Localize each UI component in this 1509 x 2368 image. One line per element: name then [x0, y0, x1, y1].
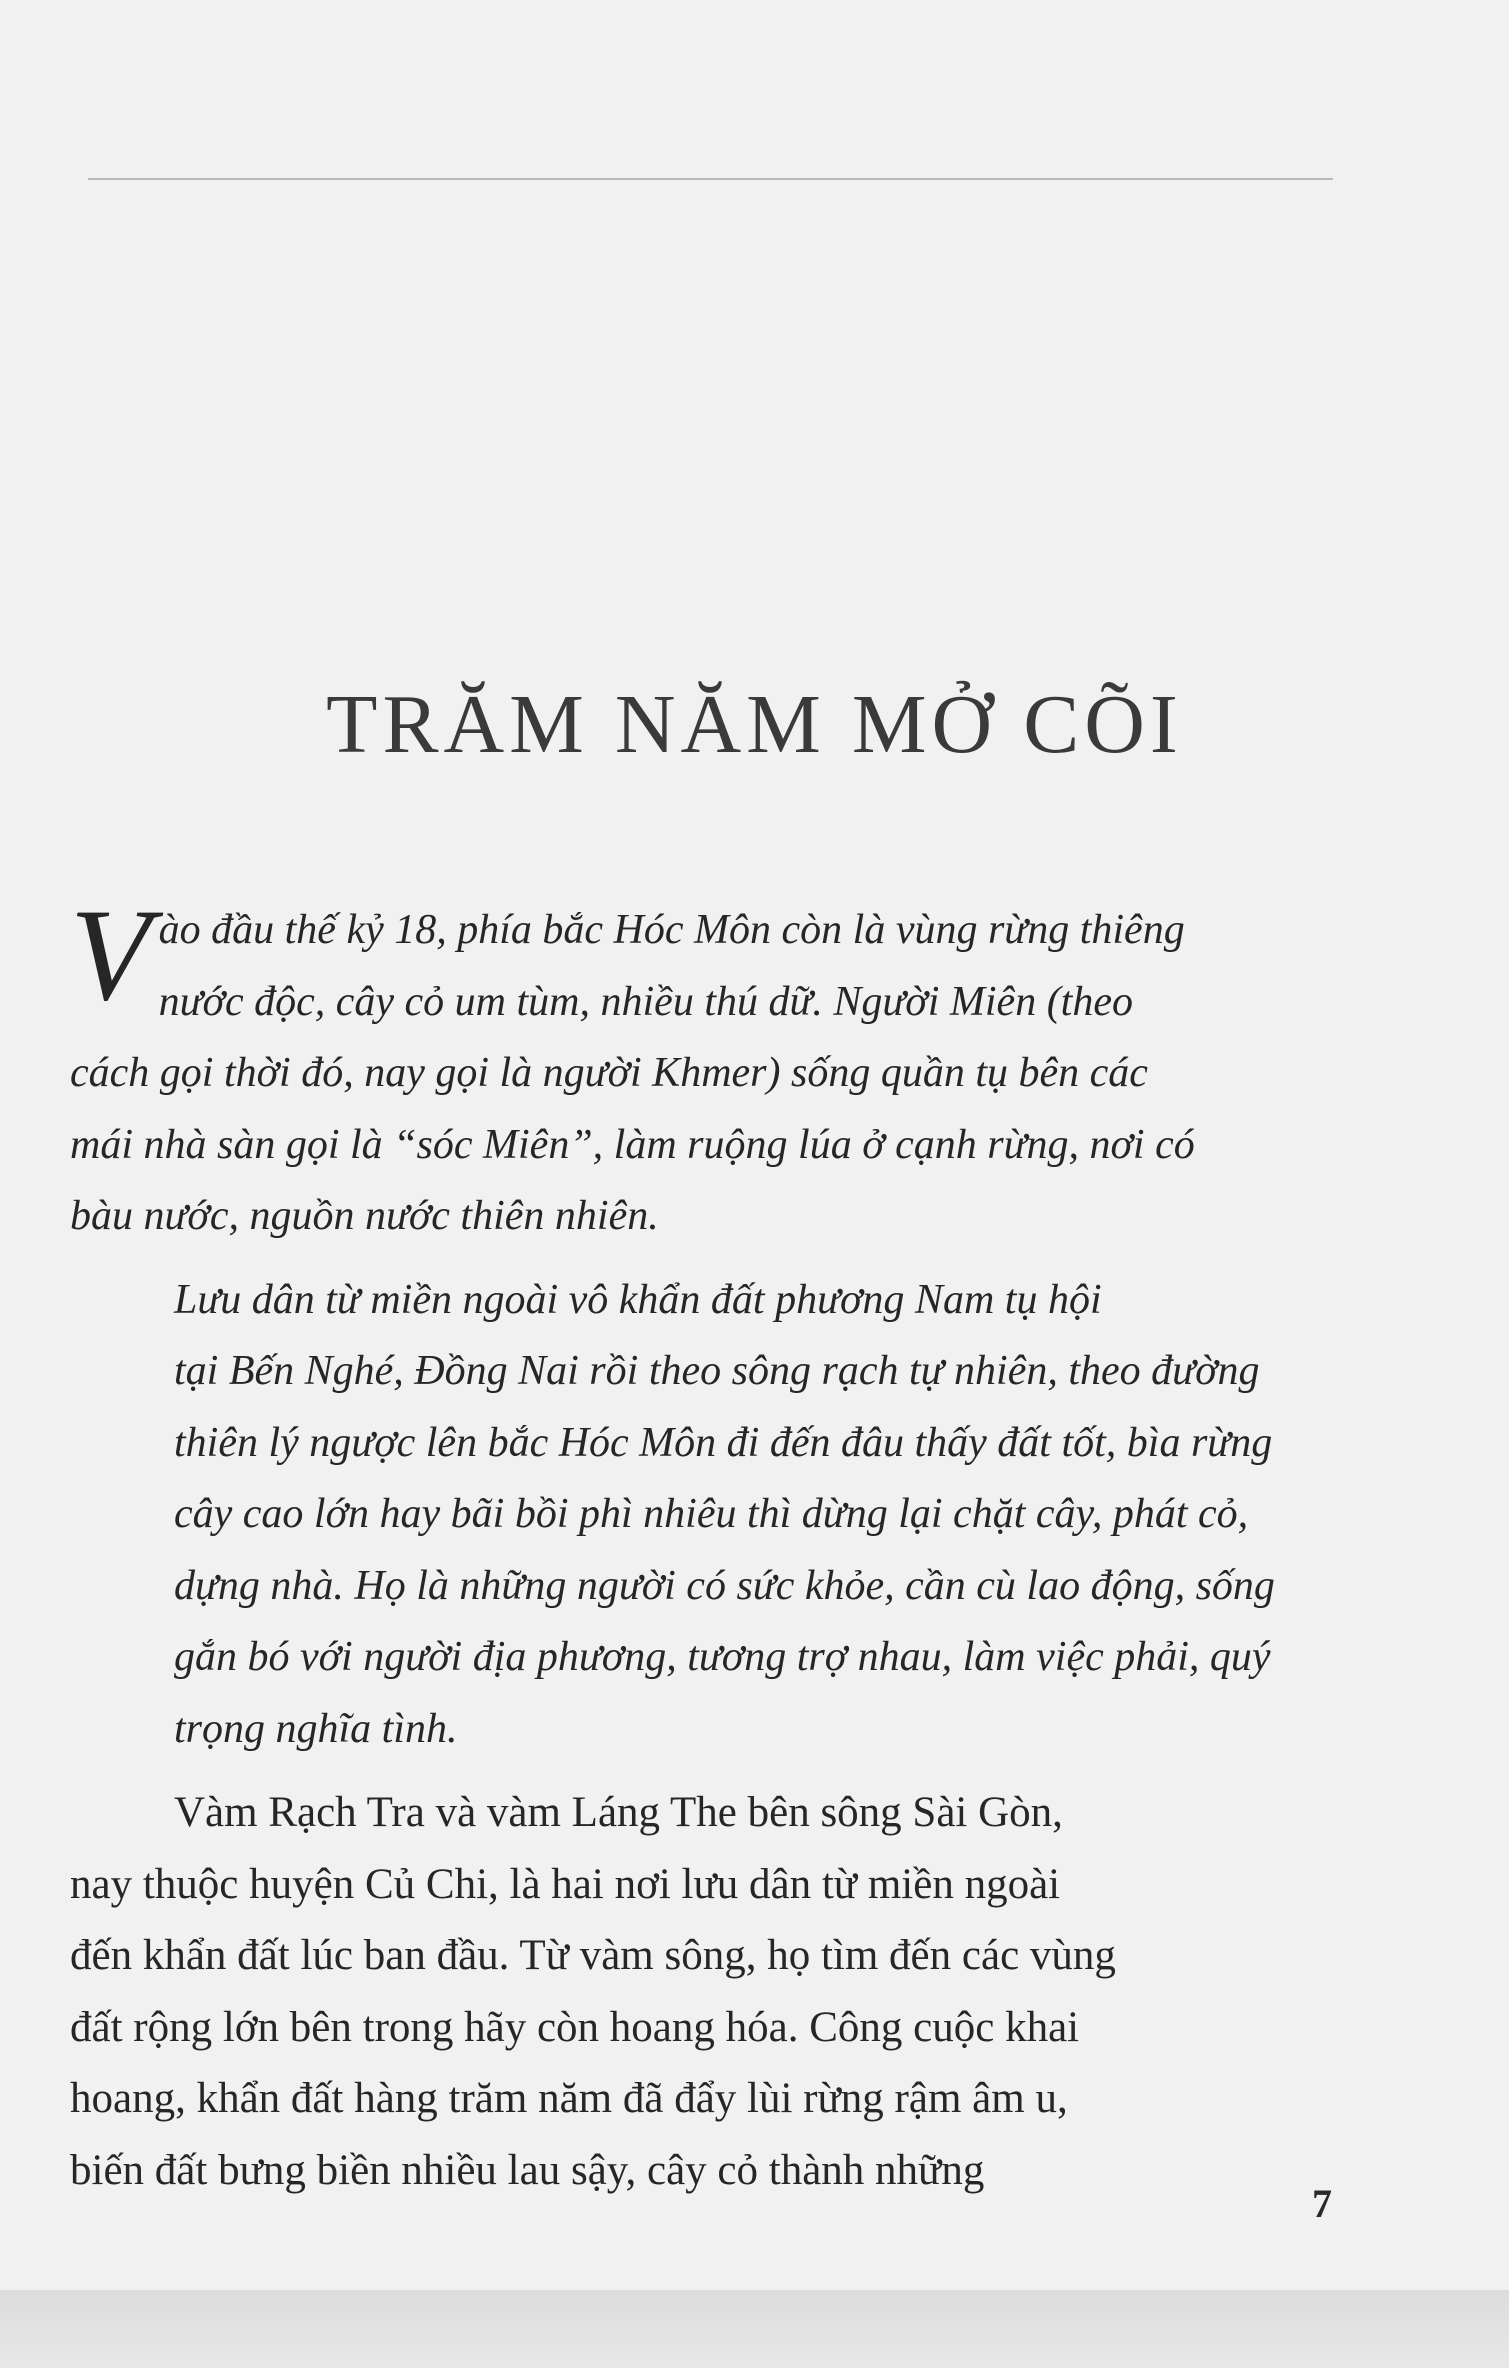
text-line: tại Bến Nghé, Đồng Nai rồi theo sông rạch tự nhiên, theo đường: [174, 1348, 1260, 1394]
text-line: hoang, khẩn đất hàng trăm năm đã đẩy lùi rừng rậm âm u,: [70, 2075, 1068, 2122]
text-line: trọng nghĩa tình.: [174, 1705, 458, 1752]
paragraph-2: [70, 1265, 1335, 1766]
text-line: Lưu dân từ miền ngoài vô khẩn đất phương Nam tụ hội: [174, 1276, 1102, 1323]
text-line: cây cao lớn hay bãi bồi phì nhiêu thì dừng lại chặt cây, phát cỏ,: [174, 1491, 1249, 1537]
text-line: Vàm Rạch Tra và vàm Láng The bên sông Sài Gòn,: [174, 1789, 1063, 1836]
text-line: dựng nhà. Họ là những người có sức khỏe, cần cù lao động, sống: [174, 1562, 1275, 1609]
drop-cap: V: [70, 881, 151, 1028]
text-line: cách gọi thời đó, nay gọi là người Khmer) sống quần tụ bên các: [70, 1050, 1148, 1096]
text-line: nước độc, cây cỏ um tùm, nhiều thú dữ. Người Miên (theo: [158, 978, 1133, 1025]
page-number: 7: [1312, 2181, 1332, 2226]
paragraph-3: [70, 1777, 1335, 2206]
text-line: mái nhà sàn gọi là “sóc Miên”, làm ruộng lúa ở cạnh rừng, nơi có: [70, 1121, 1195, 1168]
chapter-title: TRĂM NĂM MỞ CÕI: [326, 678, 1183, 771]
text-line: đất rộng lớn bên trong hãy còn hoang hóa. Công cuộc khai: [70, 2003, 1080, 2051]
text-line: nay thuộc huyện Củ Chi, là hai nơi lưu dân từ miền ngoài: [70, 1860, 1061, 1908]
text-line: thiên lý ngược lên bắc Hóc Môn đi đến đâu thấy đất tốt, bìa rừng: [174, 1419, 1273, 1466]
text-line: gắn bó với người địa phương, tương trợ nhau, làm việc phải, quý: [174, 1634, 1271, 1680]
text-line: biến đất bưng biền nhiều lau sậy, cây cỏ thành những: [70, 2146, 985, 2194]
text-line: ào đầu thế kỷ 18, phía bắc Hóc Môn còn là vùng rừng thiêng: [158, 907, 1185, 953]
header-rule: [88, 178, 1333, 180]
body-text: [70, 881, 1335, 2206]
scan-bottom-edge: [0, 2290, 1509, 2368]
text-line: bàu nước, nguồn nước thiên nhiên.: [70, 1193, 659, 1239]
paragraph-1: [70, 881, 1335, 1253]
text-line: đến khẩn đất lúc ban đầu. Từ vàm sông, họ tìm đến các vùng: [70, 1932, 1116, 1979]
